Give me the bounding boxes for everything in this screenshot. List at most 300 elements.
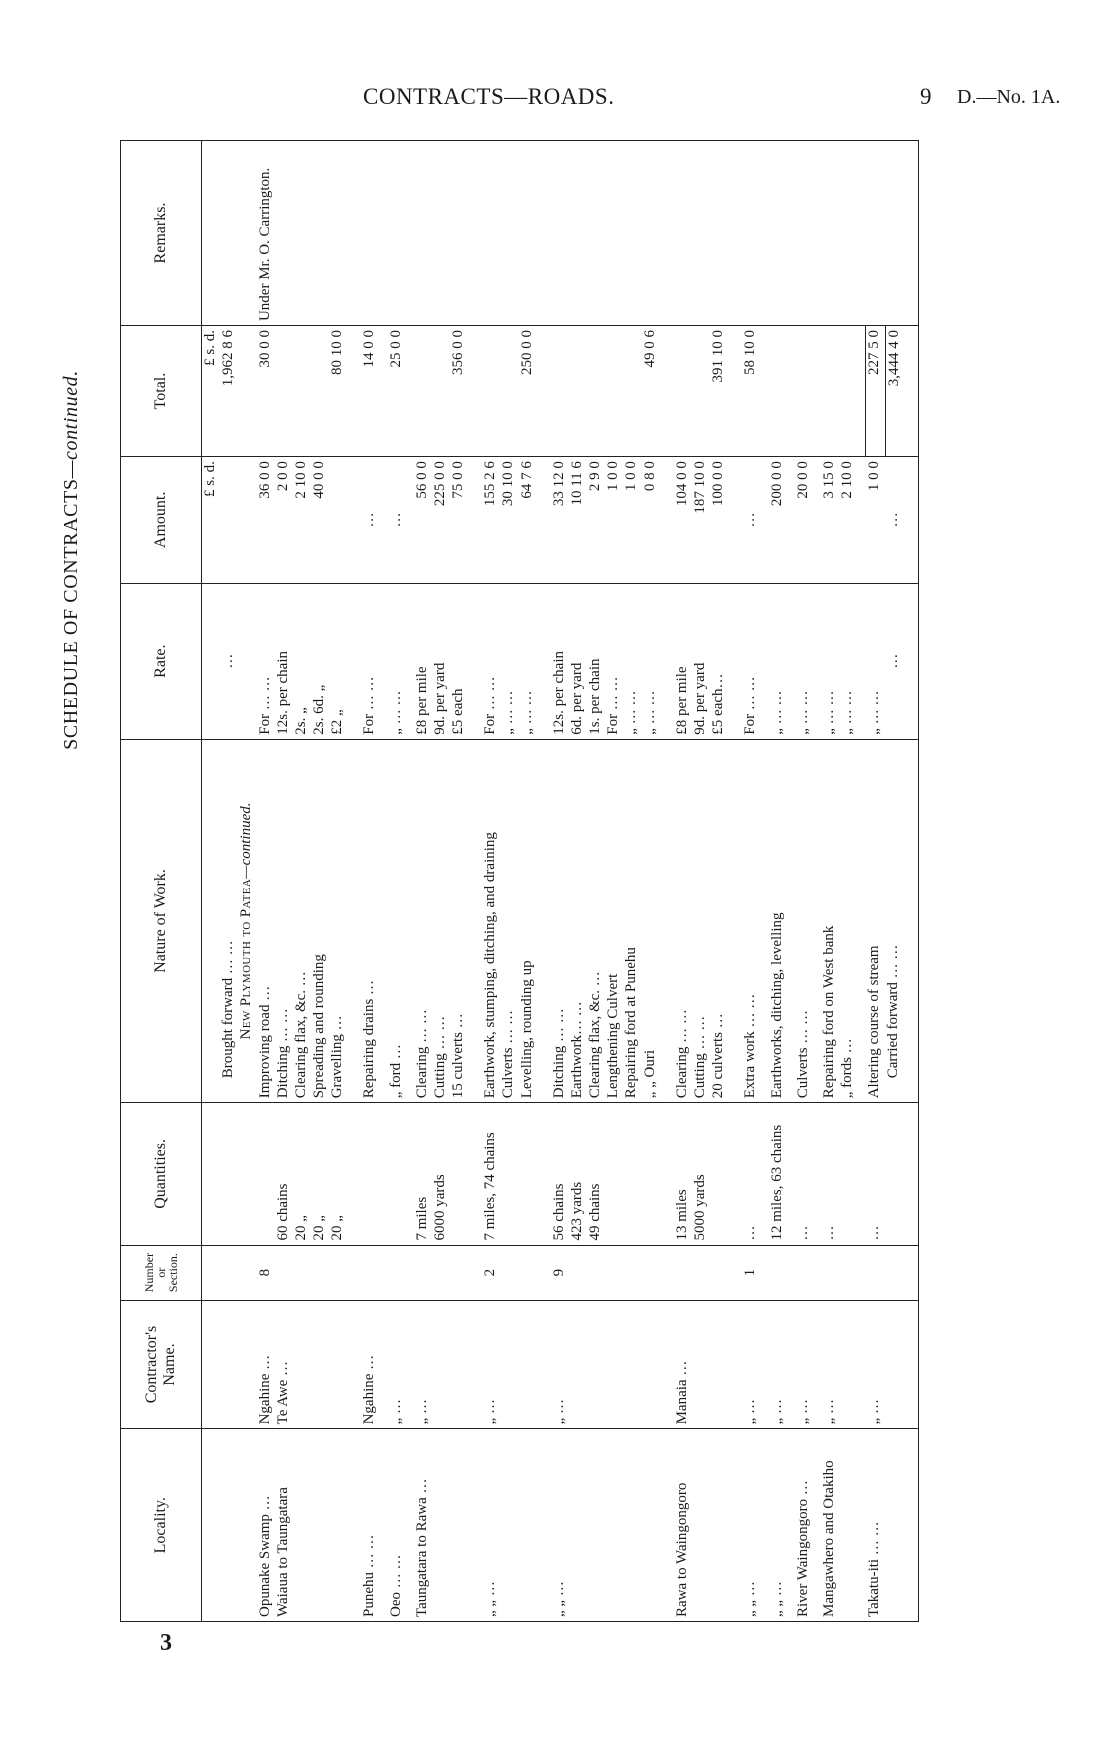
- table-header-row: [121, 141, 202, 1622]
- row-remarks: Under Mr. O. Carrington.: [257, 141, 275, 326]
- row-amount: 2 10 0: [839, 457, 857, 584]
- row-section: [569, 1245, 587, 1300]
- spacer-row: [537, 141, 551, 1622]
- row-remarks: [821, 141, 839, 326]
- table-row: [311, 141, 329, 1622]
- row-remarks: [795, 141, 813, 326]
- row-nature-of-work: 20 culverts …: [710, 739, 728, 1103]
- row-locality: [293, 1429, 311, 1622]
- row-amount: 1 0 0: [623, 457, 641, 584]
- row-total: [769, 326, 787, 457]
- row-contractor: [519, 1300, 537, 1429]
- row-quantity: 49 chains: [587, 1103, 605, 1245]
- page-title: CONTRACTS—ROADS.: [363, 84, 615, 109]
- row-rate: 6d. per yard: [569, 583, 587, 739]
- row-contractor: „ …: [769, 1300, 787, 1429]
- table-row: [605, 141, 623, 1622]
- row-locality: [569, 1429, 587, 1622]
- row-rate: „ … …: [519, 583, 537, 739]
- row-section: [692, 1245, 710, 1300]
- row-rate: For … …: [482, 583, 500, 739]
- table-row: [642, 141, 660, 1622]
- row-total: 58 10 0: [742, 326, 760, 457]
- row-amount: 36 0 0: [257, 457, 275, 584]
- brought-forward-rate: …: [220, 583, 238, 739]
- row-nature-of-work: Extra work … …: [742, 739, 760, 1103]
- row-section: [388, 1245, 406, 1300]
- row-rate: 12s. per chain: [551, 583, 569, 739]
- table-row: [414, 141, 432, 1622]
- side-page-number: 3: [160, 1630, 172, 1656]
- rotated-table-wrapper: [120, 140, 919, 1622]
- row-locality: Oeo … …: [388, 1429, 406, 1622]
- row-section: [839, 1245, 857, 1300]
- row-amount: 2 9 0: [587, 457, 605, 584]
- row-locality: [519, 1429, 537, 1622]
- row-quantity: …: [821, 1103, 839, 1245]
- row-total: [839, 326, 857, 457]
- spacer-row: [380, 141, 388, 1622]
- row-nature-of-work: Clearing flax, &c. …: [587, 739, 605, 1103]
- row-locality: [432, 1429, 450, 1622]
- row-nature-of-work: Improving road …: [257, 739, 275, 1103]
- row-remarks: [388, 141, 406, 326]
- row-quantity: 423 yards: [569, 1103, 587, 1245]
- row-total: [587, 326, 605, 457]
- row-remarks: [329, 141, 347, 326]
- row-rate: £2 „: [329, 583, 347, 739]
- row-amount: 3 15 0: [821, 457, 839, 584]
- row-total: [432, 326, 450, 457]
- row-section: [642, 1245, 660, 1300]
- table-row: [519, 141, 537, 1622]
- row-quantity: 5000 yards: [692, 1103, 710, 1245]
- spacer-row: [787, 141, 795, 1622]
- row-section: [432, 1245, 450, 1300]
- page-header: [0, 84, 1114, 114]
- row-rate: „ … …: [821, 583, 839, 739]
- column-header-total: Total.: [121, 326, 202, 457]
- row-locality: [623, 1429, 641, 1622]
- table-row: [692, 141, 710, 1622]
- row-rate: „ … …: [866, 583, 885, 739]
- table-body: [202, 141, 886, 1622]
- row-section: [795, 1245, 813, 1300]
- row-rate: „ … …: [642, 583, 660, 739]
- table-row: [432, 141, 450, 1622]
- row-contractor: [587, 1300, 605, 1429]
- row-contractor: [642, 1300, 660, 1429]
- row-locality: [642, 1429, 660, 1622]
- row-amount: 30 10 0: [500, 457, 518, 584]
- row-rate: £5 each…: [710, 583, 728, 739]
- row-amount: …: [361, 457, 379, 584]
- row-total: 25 0 0: [388, 326, 406, 457]
- row-remarks: [839, 141, 857, 326]
- contracts-schedule-table: [120, 140, 919, 1622]
- row-contractor: [605, 1300, 623, 1429]
- row-remarks: [569, 141, 587, 326]
- table-row: [769, 141, 787, 1622]
- table-row: [551, 141, 569, 1622]
- row-quantity: [388, 1103, 406, 1245]
- row-section: [587, 1245, 605, 1300]
- row-remarks: [432, 141, 450, 326]
- row-remarks: [293, 141, 311, 326]
- row-total: [623, 326, 641, 457]
- row-contractor: [293, 1300, 311, 1429]
- row-total: [500, 326, 518, 457]
- section-heading-suffix: —continued.: [238, 802, 255, 879]
- row-amount: 20 0 0: [795, 457, 813, 584]
- row-total: [414, 326, 432, 457]
- row-remarks: [311, 141, 329, 326]
- row-section: [500, 1245, 518, 1300]
- row-amount: 64 7 6: [519, 457, 537, 584]
- row-section: [821, 1245, 839, 1300]
- row-rate: £5 each: [450, 583, 468, 739]
- row-section: [674, 1245, 692, 1300]
- row-rate: „ … …: [795, 583, 813, 739]
- row-amount: 40 0 0: [311, 457, 329, 584]
- row-quantity: [642, 1103, 660, 1245]
- row-section: 9: [551, 1245, 569, 1300]
- spacer-row: [468, 141, 482, 1622]
- row-quantity: [500, 1103, 518, 1245]
- row-quantity: 20 „: [311, 1103, 329, 1245]
- row-remarks: [742, 141, 760, 326]
- row-rate: 2s. „: [293, 583, 311, 739]
- row-amount: 10 11 6: [569, 457, 587, 584]
- row-contractor: „ …: [551, 1300, 569, 1429]
- row-amount: 187 10 0: [692, 457, 710, 584]
- row-rate: „ … …: [500, 583, 518, 739]
- row-nature-of-work: Earthwork, stumping, ditching, and draining: [482, 739, 500, 1103]
- row-locality: „ „ …: [769, 1429, 787, 1622]
- table-row: [293, 141, 311, 1622]
- row-total: [674, 326, 692, 457]
- row-locality: Rawa to Waingongoro: [674, 1429, 692, 1622]
- row-section: [450, 1245, 468, 1300]
- row-nature-of-work: Clearing flax, &c. …: [293, 739, 311, 1103]
- table-row: [569, 141, 587, 1622]
- amount-units: £ s. d.: [202, 457, 221, 584]
- row-amount: 200 0 0: [769, 457, 787, 584]
- row-locality: [605, 1429, 623, 1622]
- row-nature-of-work: Lengthening Culvert: [605, 739, 623, 1103]
- row-amount: …: [388, 457, 406, 584]
- row-nature-of-work: „ fords …: [839, 739, 857, 1103]
- row-locality: [692, 1429, 710, 1622]
- row-locality: [587, 1429, 605, 1622]
- row-nature-of-work: Clearing … …: [674, 739, 692, 1103]
- row-contractor: [623, 1300, 641, 1429]
- row-section: [311, 1245, 329, 1300]
- row-section: 1: [742, 1245, 760, 1300]
- row-nature-of-work: Gravelling …: [329, 739, 347, 1103]
- row-total: [605, 326, 623, 457]
- spacer-row: [857, 141, 866, 1622]
- row-contractor: „ …: [795, 1300, 813, 1429]
- row-section: [866, 1245, 885, 1300]
- row-total: 80 10 0: [329, 326, 347, 457]
- table-row: [623, 141, 641, 1622]
- table-row: [866, 141, 885, 1622]
- row-rate: „ … …: [839, 583, 857, 739]
- column-header-remarks: Remarks.: [121, 141, 202, 326]
- row-rate: For … …: [257, 583, 275, 739]
- schedule-title: [60, 60, 83, 1060]
- row-nature-of-work: Spreading and rounding: [311, 739, 329, 1103]
- row-contractor: [710, 1300, 728, 1429]
- row-contractor: Te Awe …: [275, 1300, 293, 1429]
- table-row: [450, 141, 468, 1622]
- row-locality: [500, 1429, 518, 1622]
- row-amount: 155 2 6: [482, 457, 500, 584]
- row-quantity: [623, 1103, 641, 1245]
- row-quantity: …: [866, 1103, 885, 1245]
- row-rate: „ … …: [623, 583, 641, 739]
- row-total: [795, 326, 813, 457]
- schedule-title-suffix: —continued.: [60, 370, 82, 479]
- row-quantity: 7 miles, 74 chains: [482, 1103, 500, 1245]
- row-section: [605, 1245, 623, 1300]
- row-locality: [710, 1429, 728, 1622]
- row-section: [293, 1245, 311, 1300]
- row-remarks: [482, 141, 500, 326]
- row-remarks: [551, 141, 569, 326]
- row-quantity: 20 „: [329, 1103, 347, 1245]
- row-total: 30 0 0: [257, 326, 275, 457]
- row-quantity: 12 miles, 63 chains: [769, 1103, 787, 1245]
- row-remarks: [587, 141, 605, 326]
- row-total: 49 0 6: [642, 326, 660, 457]
- row-remarks: [710, 141, 728, 326]
- row-contractor: [450, 1300, 468, 1429]
- row-remarks: [623, 141, 641, 326]
- row-remarks: [519, 141, 537, 326]
- table-row: [821, 141, 839, 1622]
- row-remarks: [275, 141, 293, 326]
- row-remarks: [642, 141, 660, 326]
- row-rate: 9d. per yard: [432, 583, 450, 739]
- row-locality: [839, 1429, 857, 1622]
- row-nature-of-work: Culverts … …: [795, 739, 813, 1103]
- units-row: [202, 141, 221, 1622]
- column-header-locality: Locality.: [121, 1429, 202, 1622]
- row-remarks: [414, 141, 432, 326]
- total-units: £ s. d.: [202, 326, 221, 457]
- row-amount: 2 10 0: [293, 457, 311, 584]
- row-contractor: „ …: [414, 1300, 432, 1429]
- row-nature-of-work: Culverts … …: [500, 739, 518, 1103]
- row-section: [361, 1245, 379, 1300]
- column-header-nature: Nature of Work.: [121, 739, 202, 1103]
- row-amount: 2 0 0: [275, 457, 293, 584]
- row-amount: 100 0 0: [710, 457, 728, 584]
- row-contractor: Ngahine …: [257, 1300, 275, 1429]
- table-row: [795, 141, 813, 1622]
- table-row: [742, 141, 760, 1622]
- row-rate: 9d. per yard: [692, 583, 710, 739]
- document-reference: D.—No. 1A.: [957, 86, 1061, 108]
- table-row: [275, 141, 293, 1622]
- row-quantity: [839, 1103, 857, 1245]
- row-contractor: „ …: [742, 1300, 760, 1429]
- row-quantity: 6000 yards: [432, 1103, 450, 1245]
- table-row: [500, 141, 518, 1622]
- column-header-section: Number or Section.: [121, 1245, 202, 1300]
- section-heading: [238, 739, 256, 1103]
- row-section: [769, 1245, 787, 1300]
- row-nature-of-work: Cutting … …: [692, 739, 710, 1103]
- brought-forward-label: Brought forward … …: [220, 739, 238, 1103]
- row-contractor: „ …: [821, 1300, 839, 1429]
- row-quantity: [450, 1103, 468, 1245]
- row-rate: 2s. 6d. „: [311, 583, 329, 739]
- row-locality: Punehu … …: [361, 1429, 379, 1622]
- row-rate: „ … …: [769, 583, 787, 739]
- row-locality: Waiaua to Taungatara: [275, 1429, 293, 1622]
- row-contractor: [329, 1300, 347, 1429]
- table-row: [587, 141, 605, 1622]
- row-nature-of-work: Levelling, rounding up: [519, 739, 537, 1103]
- row-contractor: [569, 1300, 587, 1429]
- row-remarks: [674, 141, 692, 326]
- row-total: 356 0 0: [450, 326, 468, 457]
- section-heading-row: [238, 141, 256, 1622]
- table-row: [839, 141, 857, 1622]
- row-remarks: [769, 141, 787, 326]
- row-amount: 104 0 0: [674, 457, 692, 584]
- row-contractor: Ngahine …: [361, 1300, 379, 1429]
- brought-forward-row: [220, 141, 238, 1622]
- row-remarks: [605, 141, 623, 326]
- row-contractor: [692, 1300, 710, 1429]
- row-rate: 12s. per chain: [275, 583, 293, 739]
- row-quantity: 7 miles: [414, 1103, 432, 1245]
- row-total: [275, 326, 293, 457]
- row-contractor: [311, 1300, 329, 1429]
- row-total: 227 5 0: [866, 326, 885, 457]
- row-total: [482, 326, 500, 457]
- row-amount: [329, 457, 347, 584]
- row-locality: Mangawhero and Otakiho: [821, 1429, 839, 1622]
- row-nature-of-work: „ ford …: [388, 739, 406, 1103]
- row-contractor: „ …: [388, 1300, 406, 1429]
- row-quantity: …: [795, 1103, 813, 1245]
- row-quantity: …: [742, 1103, 760, 1245]
- row-rate: For … …: [361, 583, 379, 739]
- carried-forward-row: [885, 141, 918, 1622]
- row-locality: Taungatara to Rawa …: [414, 1429, 432, 1622]
- column-header-rate: Rate.: [121, 583, 202, 739]
- brought-forward-total: 1,962 8 6: [220, 326, 238, 457]
- row-nature-of-work: Repairing drains …: [361, 739, 379, 1103]
- row-rate: „ … …: [388, 583, 406, 739]
- row-remarks: [450, 141, 468, 326]
- row-nature-of-work: Ditching … …: [275, 739, 293, 1103]
- table-row: [257, 141, 275, 1622]
- row-locality: „ „ …: [482, 1429, 500, 1622]
- row-total: [569, 326, 587, 457]
- row-total: [311, 326, 329, 457]
- row-quantity: [519, 1103, 537, 1245]
- row-section: [275, 1245, 293, 1300]
- row-amount: 33 12 0: [551, 457, 569, 584]
- row-total: [293, 326, 311, 457]
- table-footer: [885, 141, 918, 1622]
- row-locality: River Waingongoro …: [795, 1429, 813, 1622]
- row-nature-of-work: „ „ Ouri: [642, 739, 660, 1103]
- row-contractor: [432, 1300, 450, 1429]
- row-locality: [450, 1429, 468, 1622]
- row-remarks: [866, 141, 885, 326]
- row-quantity: [710, 1103, 728, 1245]
- row-section: [414, 1245, 432, 1300]
- column-header-amount: Amount.: [121, 457, 202, 584]
- row-nature-of-work: Repairing ford at Punehu: [623, 739, 641, 1103]
- row-quantity: 13 miles: [674, 1103, 692, 1245]
- row-amount: 56 0 0: [414, 457, 432, 584]
- row-remarks: [361, 141, 379, 326]
- row-nature-of-work: Cutting … …: [432, 739, 450, 1103]
- table-row: [482, 141, 500, 1622]
- row-remarks: [500, 141, 518, 326]
- row-rate: £8 per mile: [674, 583, 692, 739]
- row-total: 391 10 0: [710, 326, 728, 457]
- row-nature-of-work: Earthwork… …: [569, 739, 587, 1103]
- row-locality: „ „ …: [551, 1429, 569, 1622]
- row-nature-of-work: Altering course of stream: [866, 739, 885, 1103]
- spacer-row: [347, 141, 361, 1622]
- row-rate: For … …: [605, 583, 623, 739]
- row-contractor: „ …: [482, 1300, 500, 1429]
- row-contractor: „ …: [866, 1300, 885, 1429]
- row-quantity: 56 chains: [551, 1103, 569, 1245]
- row-amount: 75 0 0: [450, 457, 468, 584]
- table-row: [329, 141, 347, 1622]
- table-row: [361, 141, 379, 1622]
- row-quantity: 60 chains: [275, 1103, 293, 1245]
- carried-forward-rate: …: [885, 583, 918, 739]
- column-header-quantities: Quantities.: [121, 1103, 202, 1245]
- table-row: [674, 141, 692, 1622]
- row-locality: [311, 1429, 329, 1622]
- row-section: 2: [482, 1245, 500, 1300]
- row-amount: 1 0 0: [605, 457, 623, 584]
- row-total: 14 0 0: [361, 326, 379, 457]
- row-contractor: [500, 1300, 518, 1429]
- row-quantity: [257, 1103, 275, 1245]
- row-amount: 225 0 0: [432, 457, 450, 584]
- carried-forward-total: 3,444 4 0: [885, 326, 918, 457]
- section-heading-text: New Plymouth to Patea: [238, 878, 255, 1040]
- row-locality: Takatu-iti … …: [866, 1429, 885, 1622]
- row-remarks: [692, 141, 710, 326]
- row-rate: 1s. per chain: [587, 583, 605, 739]
- column-header-contractor: Contractor's Name.: [121, 1300, 202, 1429]
- row-quantity: [361, 1103, 379, 1245]
- row-nature-of-work: Ditching … …: [551, 739, 569, 1103]
- table-row: [388, 141, 406, 1622]
- row-nature-of-work: Repairing ford on West bank: [821, 739, 839, 1103]
- row-total: 250 0 0: [519, 326, 537, 457]
- row-quantity: [605, 1103, 623, 1245]
- row-section: 8: [257, 1245, 275, 1300]
- table-row: [710, 141, 728, 1622]
- row-rate: For … …: [742, 583, 760, 739]
